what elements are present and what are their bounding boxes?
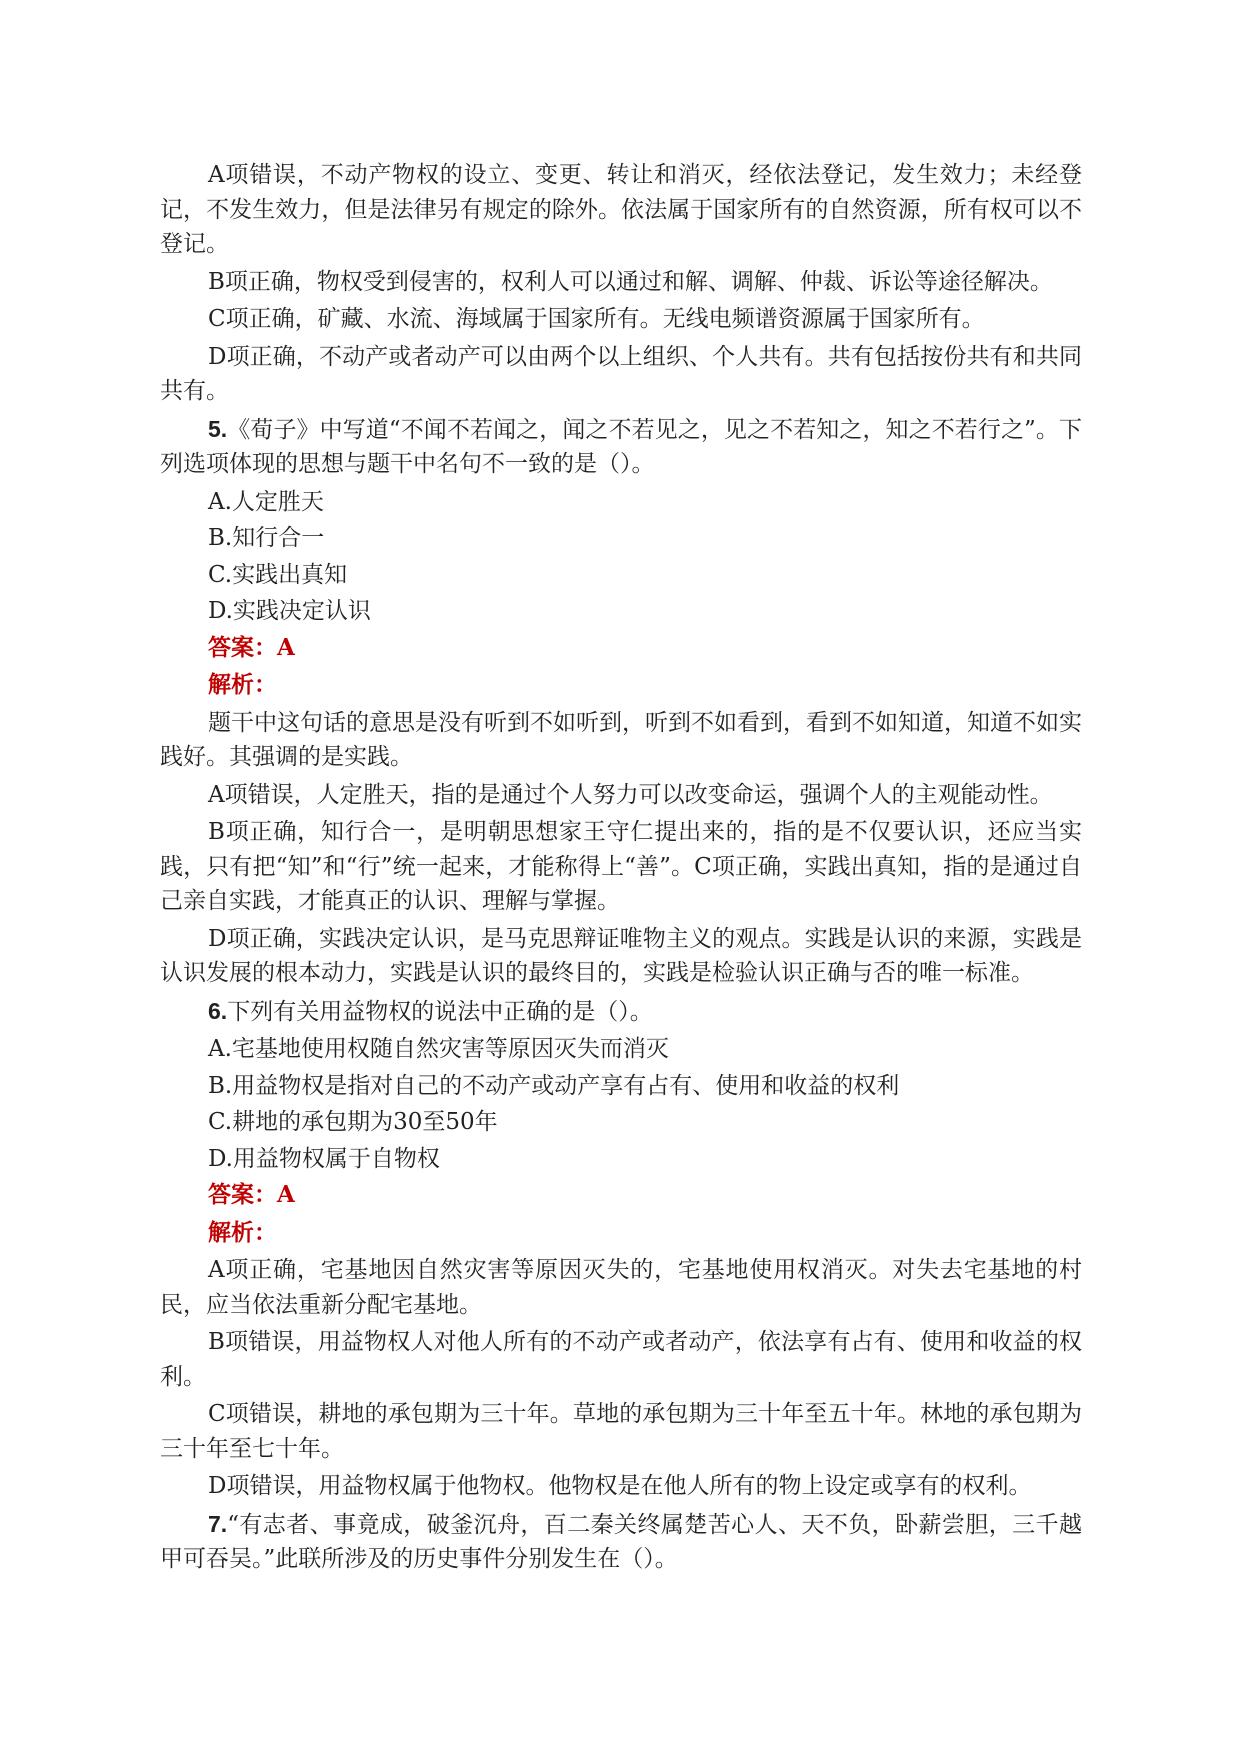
option-c: C.耕地的承包期为30至50年	[208, 1109, 498, 1135]
question-6	[160, 994, 1082, 1030]
answer-label: 答案：A	[208, 1181, 295, 1208]
paragraph: D项正确，不动产或者动产可以由两个以上组织、个人共有。共有包括按份共有和共同共有。	[160, 343, 1082, 404]
paragraph: C项错误，耕地的承包期为三十年。草地的承包期为三十年至五十年。林地的承包期为三十年至七十年。	[160, 1401, 1082, 1462]
paragraph: C项正确，矿藏、水流、海域属于国家所有。无线电频谱资源属于国家所有。	[208, 306, 985, 332]
option-d: D.实践决定认识	[208, 598, 371, 624]
answer-label: 答案：A	[208, 633, 295, 661]
paragraph: 题干中这句话的意思是没有听到不如听到，听到不如看到，看到不如知道，知道不如实践好。其强调的是实践。	[160, 709, 1082, 770]
document-page	[160, 158, 1082, 1580]
analysis-label: 解析：	[208, 1218, 277, 1246]
question-number: 6.	[208, 997, 228, 1024]
option-a: A.宅基地使用权随自然灾害等原因灭失而消灭	[208, 1036, 669, 1062]
paragraph: D项错误，用益物权属于他物权。他物权是在他人所有的物上设定或享有的权利。	[208, 1473, 1032, 1499]
question-number: 7.	[208, 1510, 228, 1537]
option-b: B.用益物权是指对自己的不动产或动产享有占有、使用和收益的权利	[208, 1072, 900, 1099]
analysis-label: 解析：	[208, 671, 277, 698]
option-b: B.知行合一	[208, 525, 325, 551]
option-d: D.用益物权属于自物权	[208, 1145, 440, 1172]
paragraph: A项错误，人定胜天，指的是通过个人努力可以改变命运，强调个人的主观能动性。	[208, 781, 1053, 808]
paragraph: A项正确，宅基地因自然灾害等原因灭失的，宅基地使用权消灭。对失去宅基地的村民，应当依法重新分配宅基地。	[160, 1257, 1082, 1318]
question-text: 《荀子》中写道“不闻不若闻之，闻之不若见之，见之不若知之，知之不若行之”。下列选项体现的思想与题干中名句不一致的是（）。	[160, 416, 1082, 477]
paragraph: B项正确，物权受到侵害的，权利人可以通过和解、调解、仲裁、诉讼等途径解决。	[208, 268, 1053, 295]
question-text: “有志者、事竟成，破釜沉舟，百二秦关终属楚苦心人、天不负，卧薪尝胆，三千越甲可吞吴。”此联所涉及的历史事件分别发生在（）。	[160, 1511, 1082, 1572]
option-c: C.实践出真知	[208, 561, 348, 588]
option-a: A.人定胜天	[208, 488, 324, 515]
paragraph: B项正确，知行合一，是明朝思想家王守仁提出来的，指的是不仅要认识，还应当实践，只有把“知”和“行”统一起来，才能称得上“善”。C项正确，实践出真知，指的是通过自己亲自实践，才能真正的认识、理解与掌握。	[160, 819, 1082, 914]
question-7	[160, 1507, 1082, 1577]
paragraph: A项错误，不动产物权的设立、变更、转让和消灭，经依法登记，发生效力；未经登记，不发生效力，但是法律另有规定的除外。依法属于国家所有的自然资源，所有权可以不登记。	[160, 162, 1082, 257]
question-number: 5.	[208, 415, 228, 442]
paragraph: D项正确，实践决定认识，是马克思辩证唯物主义的观点。实践是认识的来源，实践是认识发展的根本动力，实践是认识的最终目的，实践是检验认识正确与否的唯一标准。	[160, 925, 1082, 986]
question-5	[160, 412, 1082, 482]
question-text: 下列有关用益物权的说法中正确的是（）。	[227, 998, 653, 1025]
paragraph: B项错误，用益物权人对他人所有的不动产或者动产，依法享有占有、使用和收益的权利。	[160, 1329, 1082, 1390]
